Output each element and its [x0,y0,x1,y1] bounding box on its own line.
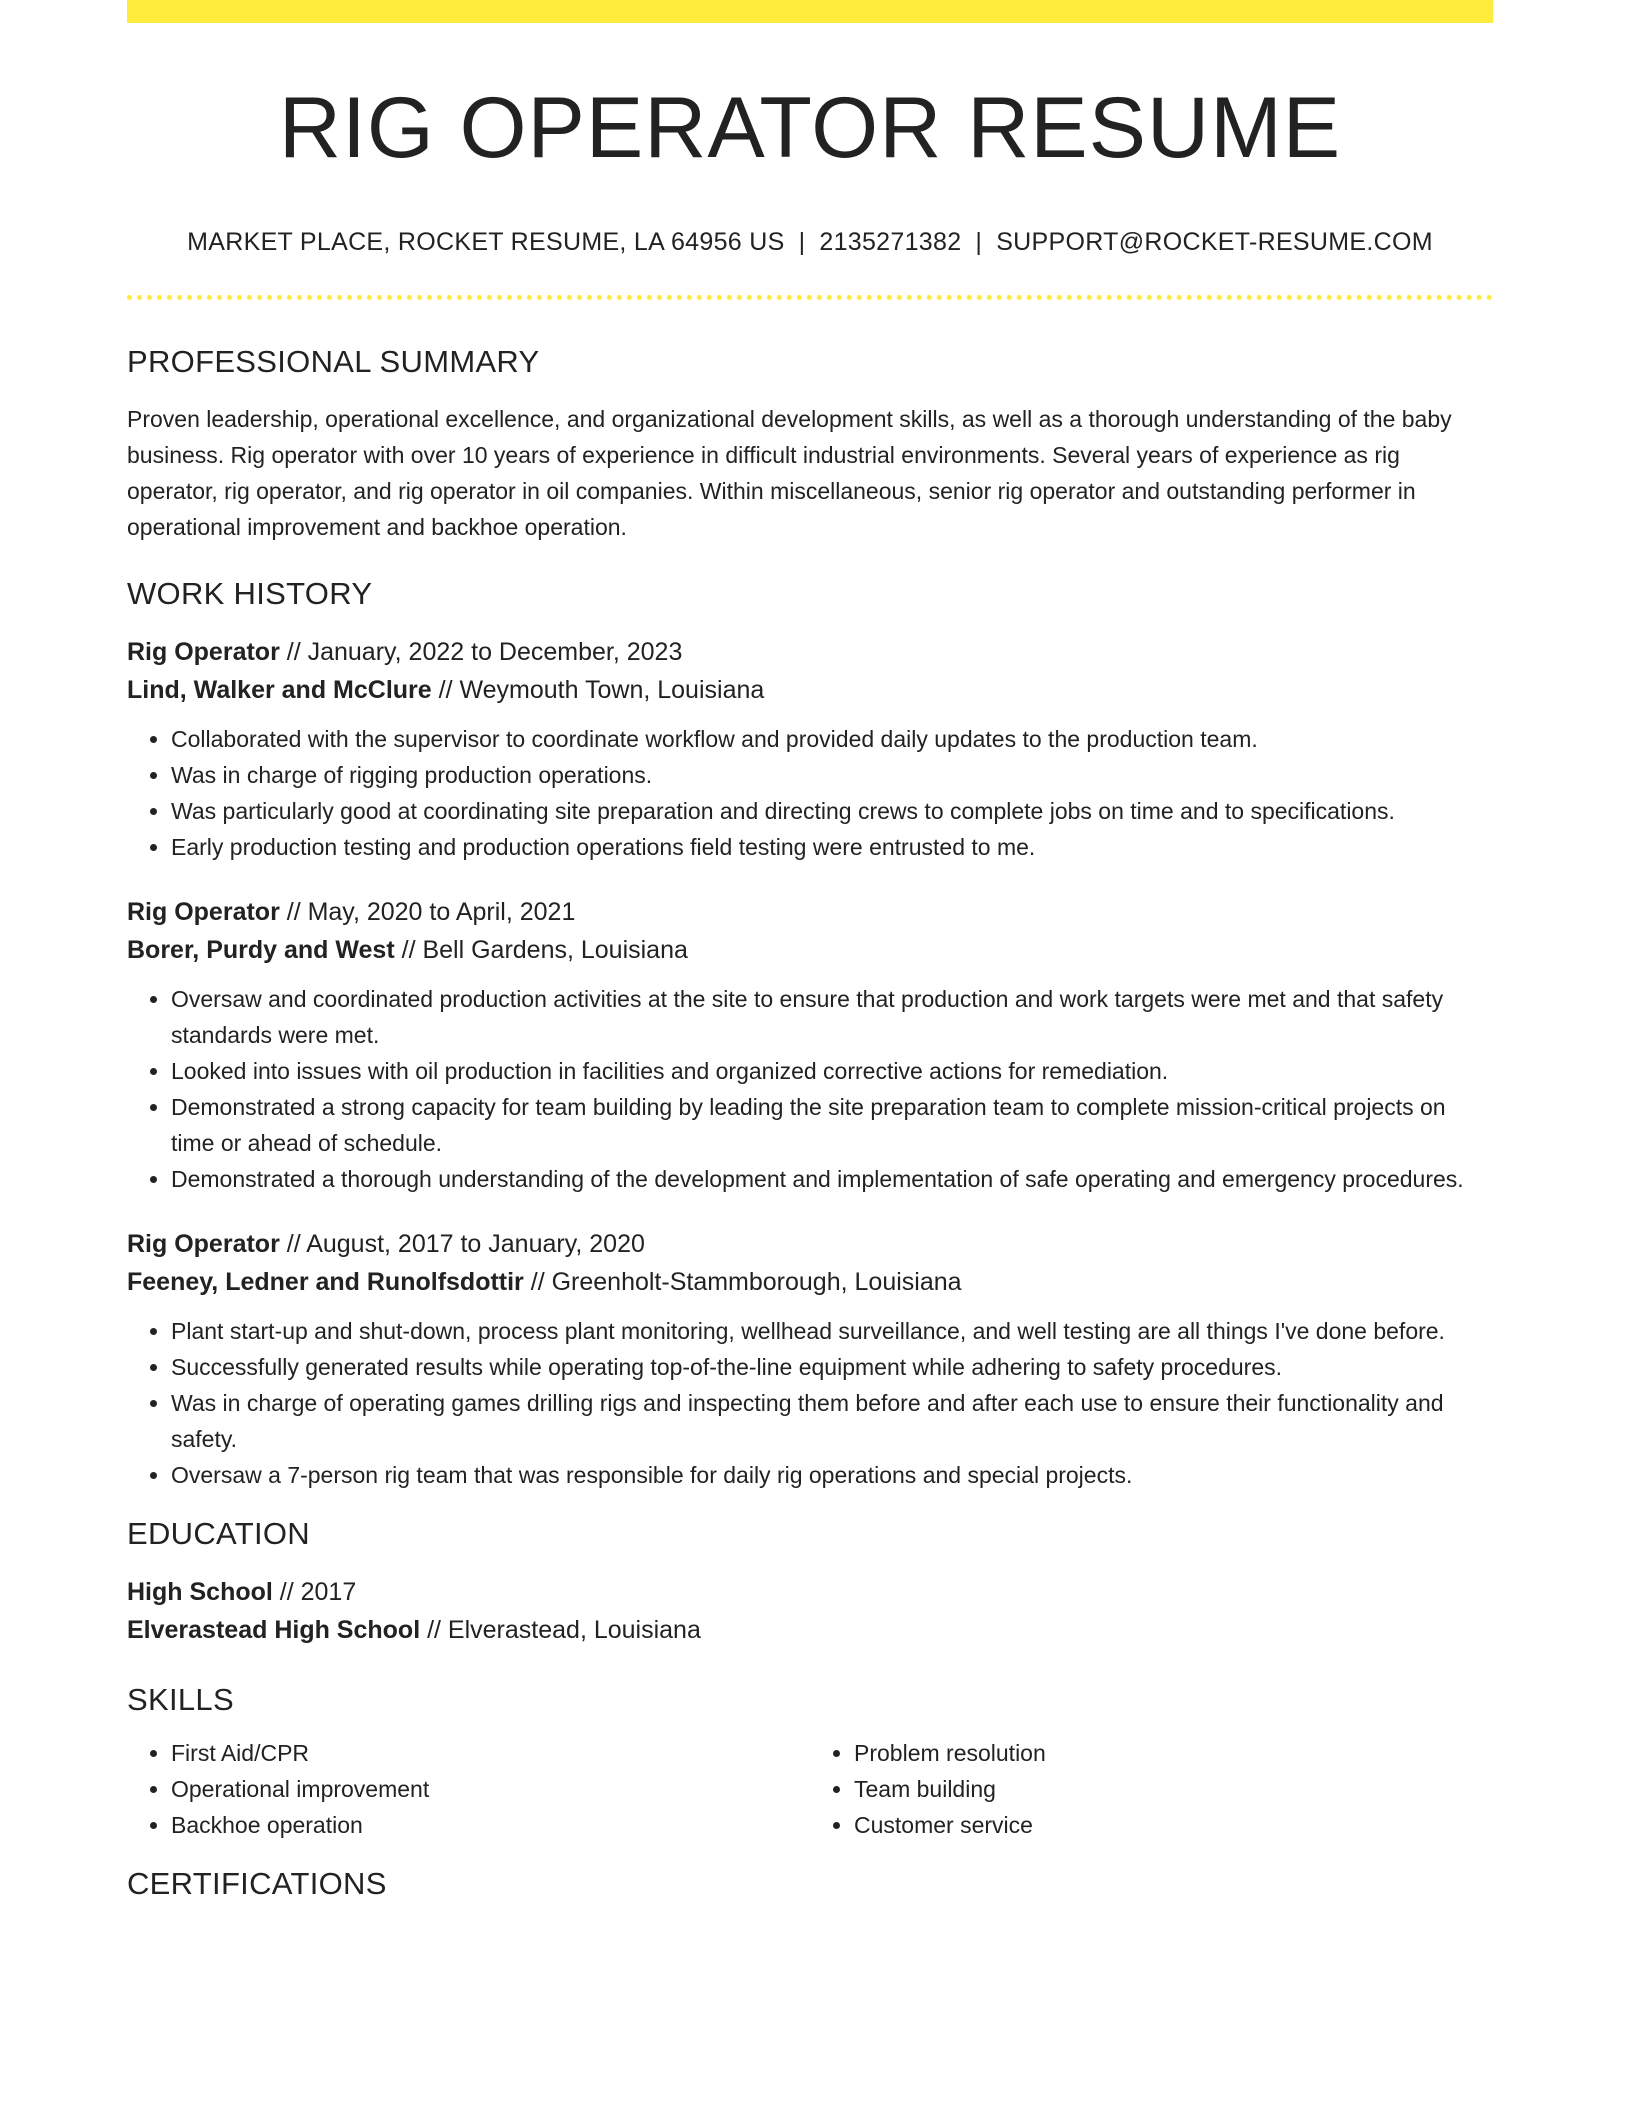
contact-phone: 2135271382 [819,228,962,256]
contact-email: SUPPORT@ROCKET-RESUME.COM [996,228,1433,256]
job-entry [127,633,1493,865]
job-entry [127,893,1493,1197]
education-degree: High School [127,1578,273,1606]
job-location: // Bell Gardens, Louisiana [394,936,688,964]
job-bullet: • Plant start-up and shut-down, process plant monitoring, wellhead surveillance, and well testing are all things I've done before. [171,1313,1493,1349]
job-bullet: • Demonstrated a thorough understanding of the development and implementation of safe operating and emergency procedures. [171,1161,1493,1197]
skill-item: • Problem resolution [854,1735,1493,1771]
job-dates: // January, 2022 to December, 2023 [279,638,683,666]
job-title-line [127,633,1493,671]
job-location: // Weymouth Town, Louisiana [431,676,765,704]
skills-list [127,1735,1493,1843]
dotted-divider [127,295,1493,300]
certifications-heading: CERTIFICATIONS [127,1866,387,1901]
skill-item: • First Aid/CPR [171,1735,810,1771]
job-title-line [127,893,1493,931]
job-bullet: • Early production testing and production operations field testing were entrusted to me. [171,829,1493,865]
job-bullet: • Successfully generated results while operating top-of-the-line equipment while adhering to safety procedures. [171,1349,1493,1385]
job-bullets [127,1313,1493,1493]
job-location: // Greenholt-Stammborough, Louisiana [523,1268,962,1296]
resume-page [127,0,1493,1899]
job-bullet: • Oversaw and coordinated production activities at the site to ensure that production and work targets were met and that safety standards were met. [171,981,1493,1053]
skill-item: • Operational improvement [171,1771,810,1807]
job-bullets [127,721,1493,865]
job-company: Borer, Purdy and West [127,936,395,964]
job-bullet: • Looked into issues with oil production in facilities and organized corrective actions for remediation. [171,1053,1493,1089]
education-year: // 2017 [272,1578,357,1606]
job-title-line [127,1225,1493,1263]
job-bullet: • Was in charge of operating games drilling rigs and inspecting them before and after each use to ensure their functionality and safety. [171,1385,1493,1457]
job-company-line [127,671,1493,709]
job-dates: // May, 2020 to April, 2021 [279,898,576,926]
skill-item: • Customer service [854,1807,1493,1843]
skills-column-right [810,1735,1493,1843]
job-title: Rig Operator [127,898,280,926]
job-bullets [127,981,1493,1197]
job-title: Rig Operator [127,1230,280,1258]
skills-column-left [127,1735,810,1843]
job-title: Rig Operator [127,638,280,666]
skills-heading: SKILLS [127,1682,234,1717]
education-school-line [127,1611,1493,1649]
education-heading: EDUCATION [127,1516,310,1551]
job-bullet: • Oversaw a 7-person rig team that was responsible for daily rig operations and special projects. [171,1457,1493,1493]
job-bullet: • Was in charge of rigging production operations. [171,757,1493,793]
contact-line [127,228,1493,257]
skill-item: • Team building [854,1771,1493,1807]
education-entry [127,1573,1493,1649]
job-company-line [127,1263,1493,1301]
education-degree-line [127,1573,1493,1611]
job-bullet: • Collaborated with the supervisor to coordinate workflow and provided daily updates to the production team. [171,721,1493,757]
skill-item: • Backhoe operation [171,1807,810,1843]
resume-title: RIG OPERATOR RESUME [278,80,1342,176]
job-company-line [127,931,1493,969]
job-dates: // August, 2017 to January, 2020 [279,1230,645,1258]
job-entry [127,1225,1493,1493]
education-school: Elverastead High School [127,1616,421,1644]
job-company: Feeney, Ledner and Runolfsdottir [127,1268,524,1296]
contact-address: MARKET PLACE, ROCKET RESUME, LA 64956 US [187,228,785,256]
contact-separator: | [975,228,983,256]
job-bullet: • Demonstrated a strong capacity for team building by leading the site preparation team to complete mission-critical projects on time or ahead of schedule. [171,1089,1493,1161]
work-history-heading: WORK HISTORY [127,576,373,611]
summary-heading: PROFESSIONAL SUMMARY [127,344,540,379]
job-bullet: • Was particularly good at coordinating site preparation and directing crews to complete jobs on time and to specifications. [171,793,1493,829]
education-location: // Elverastead, Louisiana [420,1616,701,1644]
job-company: Lind, Walker and McClure [127,676,432,704]
top-accent-bar [127,0,1493,23]
contact-separator: | [798,228,806,256]
summary-text: Proven leadership, operational excellence, and organizational development skills, as well as a thorough understanding of the baby business. Rig operator with over 10 years of experience in difficult industrial environments. Several years of experience as rig operator, rig operator, and rig operator in oil companies. Within miscellaneous, senior rig operator and outstanding performer in operational improvement and backhoe operation. [127,406,1452,540]
